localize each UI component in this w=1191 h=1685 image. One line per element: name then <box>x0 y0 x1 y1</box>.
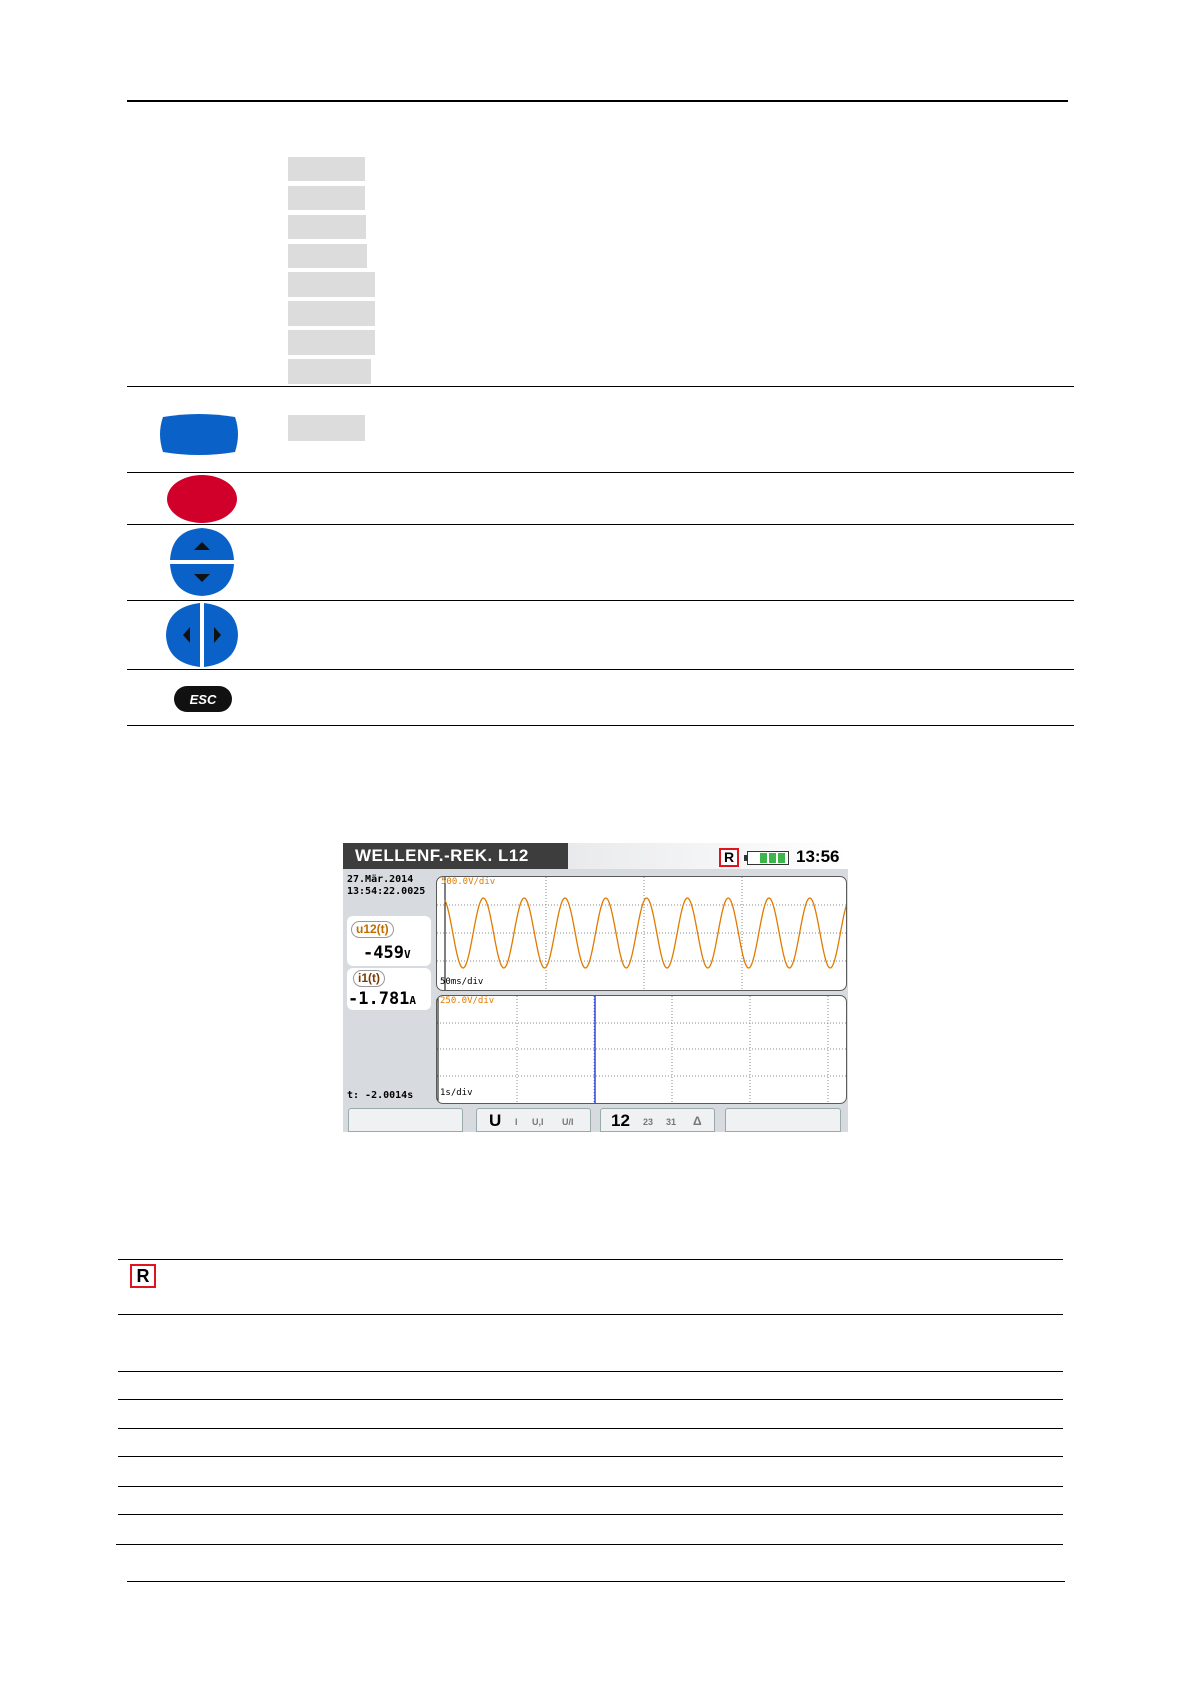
record-time: 13:54:22.0025 <box>347 886 426 897</box>
channel-selected: U <box>489 1111 502 1130</box>
battery-cell <box>769 853 776 863</box>
function-key-label-f7 <box>288 330 375 355</box>
function-key-label-f4 <box>288 244 367 268</box>
table-rule <box>116 1544 1063 1545</box>
softkey-4[interactable] <box>725 1108 841 1132</box>
function-key-label-f1 <box>288 157 365 181</box>
record-indicator-legend: R <box>130 1264 156 1288</box>
table-rule <box>127 524 1074 525</box>
voltage-unit: V <box>403 948 411 961</box>
esc-key-icon <box>173 685 233 718</box>
enter-key-icon <box>157 412 241 461</box>
battery-icon <box>747 851 789 865</box>
table-rule <box>127 600 1074 601</box>
function-key-label-f6 <box>288 301 375 326</box>
phase-option: 31 <box>666 1117 677 1127</box>
channel-option: I <box>515 1117 518 1127</box>
function-key-label-f2 <box>288 186 365 210</box>
phase-option: 23 <box>643 1117 654 1127</box>
lower-y-scale: 250.0V/div <box>440 996 495 1006</box>
table-rule <box>118 1486 1063 1487</box>
record-indicator: R <box>719 848 739 867</box>
table-rule <box>127 725 1074 726</box>
battery-cell <box>778 853 785 863</box>
function-key-label-f3 <box>288 215 366 239</box>
waveform-record-screen <box>343 843 848 1132</box>
clock: 13:56 <box>796 847 840 866</box>
table-rule <box>118 1314 1063 1315</box>
info-panel <box>343 871 433 1132</box>
cursor-time: t: -2.0014s <box>347 1090 414 1101</box>
enter-key-label <box>288 415 365 441</box>
phase-selected: 12 <box>611 1111 630 1130</box>
screen-title: WELLENF.-REK. L12 <box>343 843 568 869</box>
softkey-2-channel-select[interactable] <box>476 1108 591 1132</box>
battery-cell <box>760 853 767 863</box>
channel-option: U,I <box>532 1117 544 1127</box>
phase-option: Δ <box>693 1114 702 1128</box>
channel-option: U/I <box>562 1117 574 1127</box>
svg-text:ESC: ESC <box>189 692 217 707</box>
table-rule <box>127 472 1074 473</box>
up-down-keys-icon <box>168 526 236 603</box>
table-rule <box>118 1399 1063 1400</box>
function-key-label-f5 <box>288 272 375 297</box>
left-right-keys-icon <box>165 601 239 674</box>
table-rule <box>118 1428 1063 1429</box>
record-key-icon <box>166 474 238 529</box>
voltage-channel-label: u12(t) <box>351 921 394 938</box>
header-rule <box>127 100 1068 102</box>
table-rule <box>118 1371 1063 1372</box>
current-value <box>348 989 416 1009</box>
record-date: 27.Mär.2014 <box>347 874 414 885</box>
table-rule <box>127 386 1074 387</box>
table-rule <box>127 669 1074 670</box>
current-unit: A <box>409 994 417 1007</box>
table-rule <box>118 1514 1063 1515</box>
function-key-label-f8 <box>288 359 371 384</box>
upper-y-scale: 500.0V/div <box>441 877 496 887</box>
footer-rule <box>127 1581 1065 1582</box>
lower-trend-plot <box>436 995 847 1104</box>
current-number: -1.781 <box>348 989 410 1009</box>
upper-plot-canvas <box>437 877 846 990</box>
voltage-value <box>363 943 411 963</box>
softkey-3-phase-select[interactable] <box>600 1108 715 1132</box>
table-rule <box>118 1456 1063 1457</box>
lower-plot-canvas <box>437 996 846 1103</box>
table-rule <box>118 1259 1063 1260</box>
upper-waveform-plot <box>436 876 847 991</box>
voltage-number: -459 <box>363 943 404 963</box>
lower-x-scale: 1s/div <box>440 1088 473 1098</box>
softkey-1[interactable] <box>348 1108 463 1132</box>
upper-x-scale: 50ms/div <box>440 977 484 987</box>
current-channel-label: i1(t) <box>353 970 385 987</box>
